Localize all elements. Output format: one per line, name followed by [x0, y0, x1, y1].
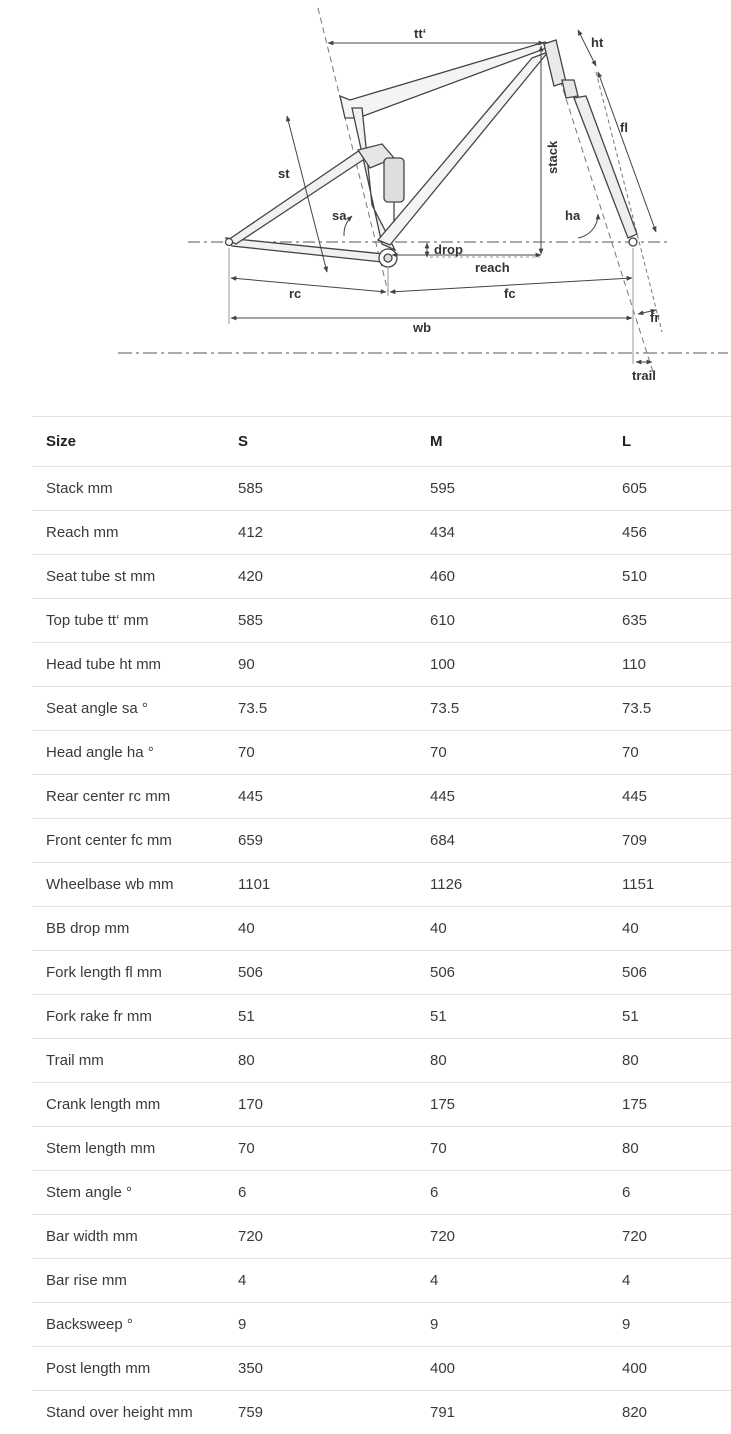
- table-row: [32, 731, 731, 775]
- table-row: [32, 643, 731, 687]
- cell-size-s: 70: [224, 1127, 416, 1171]
- header-s: S: [224, 417, 416, 467]
- table-row: [32, 1347, 731, 1391]
- cell-size-l: 506: [608, 951, 731, 995]
- cell-measure: Fork length fl mm: [32, 951, 224, 995]
- cell-size-m: 40: [416, 907, 608, 951]
- cell-size-m: 595: [416, 467, 608, 511]
- cell-size-m: 445: [416, 775, 608, 819]
- cell-size-l: 456: [608, 511, 731, 555]
- cell-size-l: 80: [608, 1039, 731, 1083]
- cell-size-m: 4: [416, 1259, 608, 1303]
- cell-size-m: 80: [416, 1039, 608, 1083]
- cell-size-m: 400: [416, 1347, 608, 1391]
- table-row: [32, 555, 731, 599]
- label-sa: sa: [332, 208, 347, 223]
- header-l: L: [608, 417, 731, 467]
- header-size: Size: [32, 417, 224, 467]
- cell-size-l: 6: [608, 1171, 731, 1215]
- cell-size-m: 610: [416, 599, 608, 643]
- label-trail: trail: [632, 368, 656, 383]
- cell-size-l: 720: [608, 1215, 731, 1259]
- table-row: [32, 907, 731, 951]
- ha-arc: [578, 214, 598, 238]
- table-row: [32, 1039, 731, 1083]
- cell-size-s: 759: [224, 1391, 416, 1434]
- cell-size-s: 40: [224, 907, 416, 951]
- label-reach: reach: [475, 260, 510, 275]
- table-row: [32, 599, 731, 643]
- cell-measure: Fork rake fr mm: [32, 995, 224, 1039]
- table-row: [32, 1171, 731, 1215]
- table-row: [32, 1259, 731, 1303]
- table-body: [32, 467, 731, 1434]
- label-rc: rc: [289, 286, 301, 301]
- cell-size-l: 70: [608, 731, 731, 775]
- table-row: [32, 951, 731, 995]
- cell-size-l: 1151: [608, 863, 731, 907]
- cell-size-s: 420: [224, 555, 416, 599]
- cell-measure: Head tube ht mm: [32, 643, 224, 687]
- cell-size-s: 1101: [224, 863, 416, 907]
- cell-size-l: 40: [608, 907, 731, 951]
- cell-measure: Front center fc mm: [32, 819, 224, 863]
- cell-size-l: 635: [608, 599, 731, 643]
- cell-size-s: 90: [224, 643, 416, 687]
- cell-measure: Bar rise mm: [32, 1259, 224, 1303]
- label-stack: stack: [545, 140, 560, 174]
- cell-size-m: 6: [416, 1171, 608, 1215]
- cell-size-m: 791: [416, 1391, 608, 1434]
- cell-measure: Backsweep °: [32, 1303, 224, 1347]
- cell-size-s: 73.5: [224, 687, 416, 731]
- cell-size-s: 170: [224, 1083, 416, 1127]
- cell-size-l: 80: [608, 1127, 731, 1171]
- cell-measure: Rear center rc mm: [32, 775, 224, 819]
- table-row: [32, 467, 731, 511]
- header-m: M: [416, 417, 608, 467]
- cell-size-m: 9: [416, 1303, 608, 1347]
- cell-size-s: 720: [224, 1215, 416, 1259]
- cell-size-l: 445: [608, 775, 731, 819]
- cell-size-s: 4: [224, 1259, 416, 1303]
- table-row: [32, 1391, 731, 1434]
- cell-measure: Bar width mm: [32, 1215, 224, 1259]
- cell-measure: Stem angle °: [32, 1171, 224, 1215]
- label-fl: fl: [620, 120, 628, 135]
- cell-measure: BB drop mm: [32, 907, 224, 951]
- cell-size-m: 175: [416, 1083, 608, 1127]
- cell-measure: Crank length mm: [32, 1083, 224, 1127]
- cell-size-s: 6: [224, 1171, 416, 1215]
- table-row: [32, 863, 731, 907]
- label-ht: ht: [591, 35, 604, 50]
- cell-size-m: 1126: [416, 863, 608, 907]
- cell-measure: Reach mm: [32, 511, 224, 555]
- table-row: [32, 1083, 731, 1127]
- frame-geometry-svg: [0, 0, 731, 400]
- cell-size-l: 175: [608, 1083, 731, 1127]
- cell-size-l: 605: [608, 467, 731, 511]
- cell-measure: Top tube tt‘ mm: [32, 599, 224, 643]
- cell-measure: Stack mm: [32, 467, 224, 511]
- cell-size-s: 506: [224, 951, 416, 995]
- table-row: [32, 1127, 731, 1171]
- cell-size-s: 70: [224, 731, 416, 775]
- cell-size-s: 80: [224, 1039, 416, 1083]
- table-row: [32, 995, 731, 1039]
- cell-size-l: 709: [608, 819, 731, 863]
- cell-size-l: 510: [608, 555, 731, 599]
- cell-size-s: 350: [224, 1347, 416, 1391]
- label-fc: fc: [504, 286, 516, 301]
- label-st: st: [278, 166, 290, 181]
- cell-size-s: 51: [224, 995, 416, 1039]
- cell-size-l: 400: [608, 1347, 731, 1391]
- label-ha: ha: [565, 208, 581, 223]
- cell-measure: Stand over height mm: [32, 1391, 224, 1434]
- steer-axis-line: [548, 42, 653, 372]
- cell-measure: Head angle ha °: [32, 731, 224, 775]
- cell-size-s: 585: [224, 467, 416, 511]
- cell-measure: Seat angle sa °: [32, 687, 224, 731]
- label-wb: wb: [412, 320, 431, 335]
- cell-size-l: 820: [608, 1391, 731, 1434]
- cell-size-m: 70: [416, 731, 608, 775]
- cell-size-s: 445: [224, 775, 416, 819]
- table-row: [32, 511, 731, 555]
- cell-measure: Post length mm: [32, 1347, 224, 1391]
- rc-dimension: [231, 278, 386, 292]
- label-tt: tt‘: [414, 26, 426, 41]
- cell-size-l: 9: [608, 1303, 731, 1347]
- cell-size-m: 51: [416, 995, 608, 1039]
- geometry-table: [32, 416, 731, 1434]
- table-row: [32, 1303, 731, 1347]
- table-row: [32, 1215, 731, 1259]
- cell-size-l: 110: [608, 643, 731, 687]
- cell-size-m: 70: [416, 1127, 608, 1171]
- cell-size-m: 434: [416, 511, 608, 555]
- table-row: [32, 775, 731, 819]
- cell-size-m: 460: [416, 555, 608, 599]
- label-drop: drop: [434, 242, 463, 257]
- cell-size-m: 73.5: [416, 687, 608, 731]
- bike-frame: [226, 40, 638, 267]
- cell-size-l: 73.5: [608, 687, 731, 731]
- cell-measure: Seat tube st mm: [32, 555, 224, 599]
- cell-measure: Trail mm: [32, 1039, 224, 1083]
- cell-size-s: 9: [224, 1303, 416, 1347]
- table-header-row: [32, 417, 731, 467]
- table-row: [32, 819, 731, 863]
- fork-offset-line: [596, 72, 662, 332]
- cell-size-m: 684: [416, 819, 608, 863]
- cell-measure: Stem length mm: [32, 1127, 224, 1171]
- label-fr: fr: [650, 310, 659, 325]
- cell-size-s: 412: [224, 511, 416, 555]
- cell-size-m: 720: [416, 1215, 608, 1259]
- cell-measure: Wheelbase wb mm: [32, 863, 224, 907]
- cell-size-l: 51: [608, 995, 731, 1039]
- cell-size-m: 506: [416, 951, 608, 995]
- cell-size-s: 585: [224, 599, 416, 643]
- frame-geometry-diagram: [0, 0, 731, 400]
- cell-size-s: 659: [224, 819, 416, 863]
- cell-size-m: 100: [416, 643, 608, 687]
- cell-size-l: 4: [608, 1259, 731, 1303]
- table-row: [32, 687, 731, 731]
